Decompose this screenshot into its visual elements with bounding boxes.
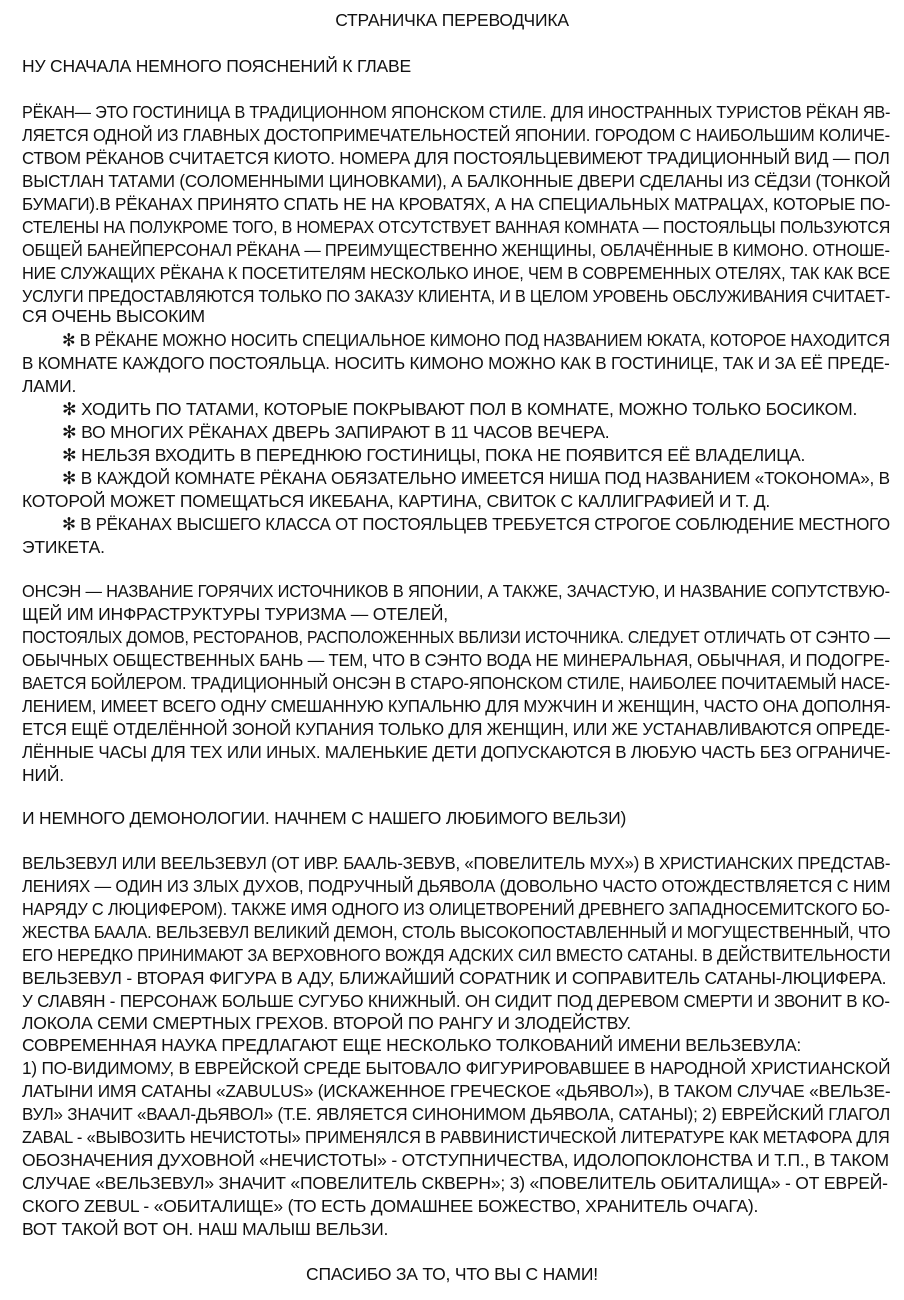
onsen-line: ЕТСЯ ЕЩЁ ОТДЕЛЁННОЙ ЗОНОЙ КУПАНИЯ ТОЛЬКО ДЛЯ ЖЕНЩИН, ИЛИ ЖЕ УСТАНАВЛИВАЮТСЯ ОПРЕДЕ- — [22, 719, 890, 739]
asterisk-icon: ✻ — [62, 330, 76, 350]
onsen-line: ЛЕНИЕМ, ИМЕЕТ ВСЕГО ОДНУ СМЕШАННУЮ КУПАЛЬНЮ ДЛЯ МУЖЧИН И ЖЕНЩИН, ЧАСТО ОНА ДОПОЛНЯ- — [22, 696, 891, 716]
ryokan-line: ВЫСТЛАН ТАТАМИ (СОЛОМЕННЫМИ ЦИНОВКАМИ), А БАЛКОННЫЕ ДВЕРИ СДЕЛАНЫ ИЗ СЁДЗИ (ТОНКОЙ — [22, 171, 891, 191]
ryokan-line: ОБЩЕЙ БАНЕЙПЕРСОНАЛ РЁКАНА — ПРЕИМУЩЕСТВЕННО ЖЕНЩИНЫ, ОБЛАЧЁННЫЕ В КИМОНО. ОТНОШЕ- — [22, 240, 890, 260]
asterisk-icon: ✻ — [62, 445, 77, 465]
onsen-line: ВАЕТСЯ БОЙЛЕРОМ. ТРАДИЦИОННЫЙ ОНСЭН В СТАРО-ЯПОНСКОМ СТИЛЕ, НАИБОЛЕЕ ПОЧИТАЕМЫЙ НАСЕ- — [22, 673, 890, 693]
ryokan-line: СТВОМ РЁКАНОВ СЧИТАЕТСЯ КИОТО. НОМЕРА ДЛЯ ПОСТОЯЛЬЦЕВИМЕЮТ ТРАДИЦИОННЫЙ ВИД — ПОЛ — [22, 148, 890, 168]
ryokan-line: НИЕ СЛУЖАЩИХ РЁКАНА К ПОСЕТИТЕЛЯМ НЕСКОЛЬКО ИНОЕ, ЧЕМ В СОВРЕМЕННЫХ ОТЕЛЯХ, ТАК КАК ВСЕ — [22, 263, 890, 283]
onsen-line: ЩЕЙ ИМ ИНФРАСТРУКТУРЫ ТУРИЗМА — ОТЕЛЕЙ, — [22, 604, 448, 624]
bullet-continuation: ЭТИКЕТА. — [22, 537, 105, 557]
onsen-line: ЛЁННЫЕ ЧАСЫ ДЛЯ ТЕХ ИЛИ ИНЫХ. МАЛЕНЬКИЕ ДЕТИ ДОПУСКАЮТСЯ В ЛЮБУЮ ЧАСТЬ БЕЗ ОГРАНИЧЕ- — [22, 742, 891, 762]
asterisk-icon: ✻ — [62, 514, 76, 534]
onsen-line: НИЙ. — [22, 765, 64, 785]
onsen-line: ПОСТОЯЛЫХ ДОМОВ, РЕСТОРАНОВ, РАСПОЛОЖЕННЫХ ВБЛИЗИ ИСТОЧНИКА. СЛЕДУЕТ ОТЛИЧАТЬ ОТ СЭНТО — — [22, 627, 890, 647]
ryokan-line: РЁКАН— ЭТО ГОСТИНИЦА В ТРАДИЦИОННОМ ЯПОНСКОМ СТИЛЕ. ДЛЯ ИНОСТРАННЫХ ТУРИСТОВ РЁКАН ЯВ- — [22, 102, 891, 122]
bullet-item: ✻ НЕЛЬЗЯ ВХОДИТЬ В ПЕРЕДНЮЮ ГОСТИНИЦЫ, ПОКА НЕ ПОЯВИТСЯ ЕЁ ВЛАДЕЛИЦА. — [62, 445, 806, 465]
beelzebub-line: 1) ПО-ВИДИМОМУ, В ЕВРЕЙСКОЙ СРЕДЕ БЫТОВАЛО ФИГУРИРОВАВШЕЕ В НАРОДНОЙ ХРИСТИАНСКОЙ — [22, 1058, 891, 1078]
beelzebub-line: СКОГО ZEBUL - «ОБИТАЛИЩЕ» (ТО ЕСТЬ ДОМАШНЕЕ БОЖЕСТВО, ХРАНИТЕЛЬ ОЧАГА). — [22, 1196, 759, 1216]
ryokan-line: СЯ ОЧЕНЬ ВЫСОКИМ — [22, 306, 205, 326]
beelzebub-line: ВУЛ» ЗНАЧИТ «ВААЛ-ДЬЯВОЛ» (Т.Е. ЯВЛЯЕТСЯ СИНОНИМОМ ДЬЯВОЛА, САТАНЫ); 2) ЕВРЕЙСКИЙ ГЛАГОЛ — [22, 1104, 891, 1124]
beelzebub-line: ЛЕНИЯХ — ОДИН ИЗ ЗЛЫХ ДУХОВ, ПОДРУЧНЫЙ ДЬЯВОЛА (ДОВОЛЬНО ЧАСТО ОТОЖДЕСТВЛЯЕТСЯ С НИМ — [22, 876, 891, 896]
intro-line: НУ СНАЧАЛА НЕМНОГО ПОЯСНЕНИЙ К ГЛАВЕ — [22, 56, 411, 76]
asterisk-icon: ✻ — [62, 468, 77, 488]
ryokan-line: ЛЯЕТСЯ ОДНОЙ ИЗ ГЛАВНЫХ ДОСТОПРИМЕЧАТЕЛЬНОСТЕЙ ЯПОНИИ. ГОРОДОМ С НАИБОЛЬШИМ КОЛИЧЕ- — [22, 125, 890, 145]
beelzebub-line: ЛАТЫНИ ИМЯ САТАНЫ «ZABULUS» (ИСКАЖЕННОЕ ГРЕЧЕСКОЕ «ДЬЯВОЛ»), В ТАКОМ СЛУЧАЕ «ВЕЛЬЗЕ- — [22, 1081, 891, 1101]
ryokan-line: БУМАГИ).В РЁКАНАХ ПРИНЯТО СПАТЬ НЕ НА КРОВАТЯХ, А НА СПЕЦИАЛЬНЫХ МАТРАЦАХ, КОТОРЫЕ ПО- — [22, 194, 891, 214]
bullet-continuation: КОТОРОЙ МОЖЕТ ПОМЕЩАТЬСЯ ИКЕБАНА, КАРТИНА, СВИТОК С КАЛЛИГРАФИЕЙ И Т. Д. — [22, 491, 771, 511]
beelzebub-line: ЕГО НЕРЕДКО ПРИНИМАЮТ ЗА ВЕРХОВНОГО ВОЖДЯ АДСКИХ СИЛ ВМЕСТО САТАНЫ. В ДЕЙСТВИТЕЛЬНОСТИ — [22, 945, 891, 965]
beelzebub-line: ЛОКОЛА СЕМИ СМЕРТНЫХ ГРЕХОВ. ВТОРОЙ ПО РАНГУ И ЗЛОДЕЙСТВУ. — [22, 1013, 631, 1033]
closing-line: СПАСИБО ЗА ТО, ЧТО ВЫ С НАМИ! — [306, 1264, 598, 1284]
beelzebub-line: ВЕЛЬЗЕВУЛ ИЛИ ВЕЕЛЬЗЕВУЛ (ОТ ИВР. БААЛЬ-ЗЕВУВ, «ПОВЕЛИТЕЛЬ МУХ») В ХРИСТИАНСКИХ ПРЕДСТАВ- — [22, 853, 891, 873]
beelzebub-line: ZABAL - «ВЫВОЗИТЬ НЕЧИСТОТЫ» ПРИМЕНЯЛСЯ В РАВВИНИСТИЧЕСКОЙ ЛИТЕРАТУРЕ КАК МЕТАФОРА ДЛЯ — [22, 1127, 890, 1147]
beelzebub-line: У СЛАВЯН - ПЕРСОНАЖ БОЛЬШЕ СУГУБО КНИЖНЫЙ. ОН СИДИТ ПОД ДЕРЕВОМ СМЕРТИ И ЗВОНИТ В КО- — [22, 991, 890, 1011]
beelzebub-line: СОВРЕМЕННАЯ НАУКА ПРЕДЛАГАЮТ ЕЩЕ НЕСКОЛЬКО ТОЛКОВАНИЙ ИМЕНИ ВЕЛЬЗЕВУЛА: — [22, 1035, 802, 1055]
asterisk-icon: ✻ — [62, 422, 77, 442]
beelzebub-line: ВЕЛЬЗЕВУЛ - ВТОРАЯ ФИГУРА В АДУ, БЛИЖАЙШИЙ СОРАТНИК И СОПРАВИТЕЛЬ САТАНЫ-ЛЮЦИФЕРА. — [22, 968, 887, 988]
beelzebub-line: ВОТ ТАКОЙ ВОТ ОН. НАШ МАЛЫШ ВЕЛЬЗИ. — [22, 1219, 389, 1239]
asterisk-icon: ✻ — [62, 399, 77, 419]
demonology-intro: И НЕМНОГО ДЕМОНОЛОГИИ. НАЧНЕМ С НАШЕГО ЛЮБИМОГО ВЕЛЬЗИ) — [22, 808, 627, 828]
bullet-item: ✻ В РЁКАНАХ ВЫСШЕГО КЛАССА ОТ ПОСТОЯЛЬЦЕВ ТРЕБУЕТСЯ СТРОГОЕ СОБЛЮДЕНИЕ МЕСТНОГО — [62, 514, 890, 534]
onsen-line: ОНСЭН — НАЗВАНИЕ ГОРЯЧИХ ИСТОЧНИКОВ В ЯПОНИИ, А ТАКЖЕ, ЗАЧАСТУЮ, И НАЗВАНИЕ СОПУТСТВУЮ- — [22, 581, 890, 601]
ryokan-line: УСЛУГИ ПРЕДОСТАВЛЯЮТСЯ ТОЛЬКО ПО ЗАКАЗУ КЛИЕНТА, И В ЦЕЛОМ УРОВЕНЬ ОБСЛУЖИВАНИЯ СЧИТАЕТ- — [22, 286, 891, 306]
bullet-item: ✻ В КАЖДОЙ КОМНАТЕ РЁКАНА ОБЯЗАТЕЛЬНО ИМЕЕТСЯ НИША ПОД НАЗВАНИЕМ «ТОКОНОМА», В — [62, 468, 890, 488]
beelzebub-line: ЖЕСТВА БААЛА. ВЕЛЬЗЕВУЛ ВЕЛИКИЙ ДЕМОН, СТОЛЬ ВЫСОКОПОСТАВЛЕННЫЙ И МОГУЩЕСТВЕННЫЙ, ЧТО — [22, 922, 891, 942]
bullet-continuation: В КОМНАТЕ КАЖДОГО ПОСТОЯЛЬЦА. НОСИТЬ КИМОНО МОЖНО КАК В ГОСТИНИЦЕ, ТАК И ЗА ЕЁ ПРЕДЕ- — [22, 353, 890, 373]
beelzebub-line: ОБОЗНАЧЕНИЯ ДУХОВНОЙ «НЕЧИСТОТЫ» - ОТСТУПНИЧЕСТВА, ИДОЛОПОКЛОНСТВА И Т.П., В ТАКОМ — [22, 1150, 889, 1170]
beelzebub-line: НАРЯДУ С ЛЮЦИФЕРОМ). ТАКЖЕ ИМЯ ОДНОГО ИЗ ОЛИЦЕТВОРЕНИЙ ДРЕВНЕГО ЗАПАДНОСЕМИТСКОГО БО- — [22, 899, 890, 919]
ryokan-line: СТЕЛЕНЫ НА ПОЛУКРОМЕ ТОГО, В НОМЕРАХ ОТСУТСТВУЕТ ВАННАЯ КОМНАТА — ПОСТОЯЛЬЦЫ ПОЛЬЗУЮТСЯ — [22, 217, 891, 237]
page-title: СТРАНИЧКА ПЕРЕВОДЧИКА — [335, 10, 569, 30]
bullet-item: ✻ В РЁКАНЕ МОЖНО НОСИТЬ СПЕЦИАЛЬНОЕ КИМОНО ПОД НАЗВАНИЕМ ЮКАТА, КОТОРОЕ НАХОДИТСЯ — [62, 330, 890, 350]
bullet-continuation: ЛАМИ. — [22, 376, 77, 396]
bullet-item: ✻ ВО МНОГИХ РЁКАНАХ ДВЕРЬ ЗАПИРАЮТ В 11 ЧАСОВ ВЕЧЕРА. — [62, 422, 610, 442]
beelzebub-line: СЛУЧАЕ «ВЕЛЬЗЕВУЛ» ЗНАЧИТ «ПОВЕЛИТЕЛЬ СКВЕРН»; 3) «ПОВЕЛИТЕЛЬ ОБИТАЛИЩА» - ОТ ЕВРЕЙ- — [22, 1173, 888, 1193]
onsen-line: ОБЫЧНЫХ ОБЩЕСТВЕННЫХ БАНЬ — ТЕМ, ЧТО В СЭНТО ВОДА НЕ МИНЕРАЛЬНАЯ, ОБЫЧНАЯ, И ПОДОГРЕ- — [22, 650, 890, 670]
bullet-item: ✻ ХОДИТЬ ПО ТАТАМИ, КОТОРЫЕ ПОКРЫВАЮТ ПОЛ В КОМНАТЕ, МОЖНО ТОЛЬКО БОСИКОМ. — [62, 399, 858, 419]
